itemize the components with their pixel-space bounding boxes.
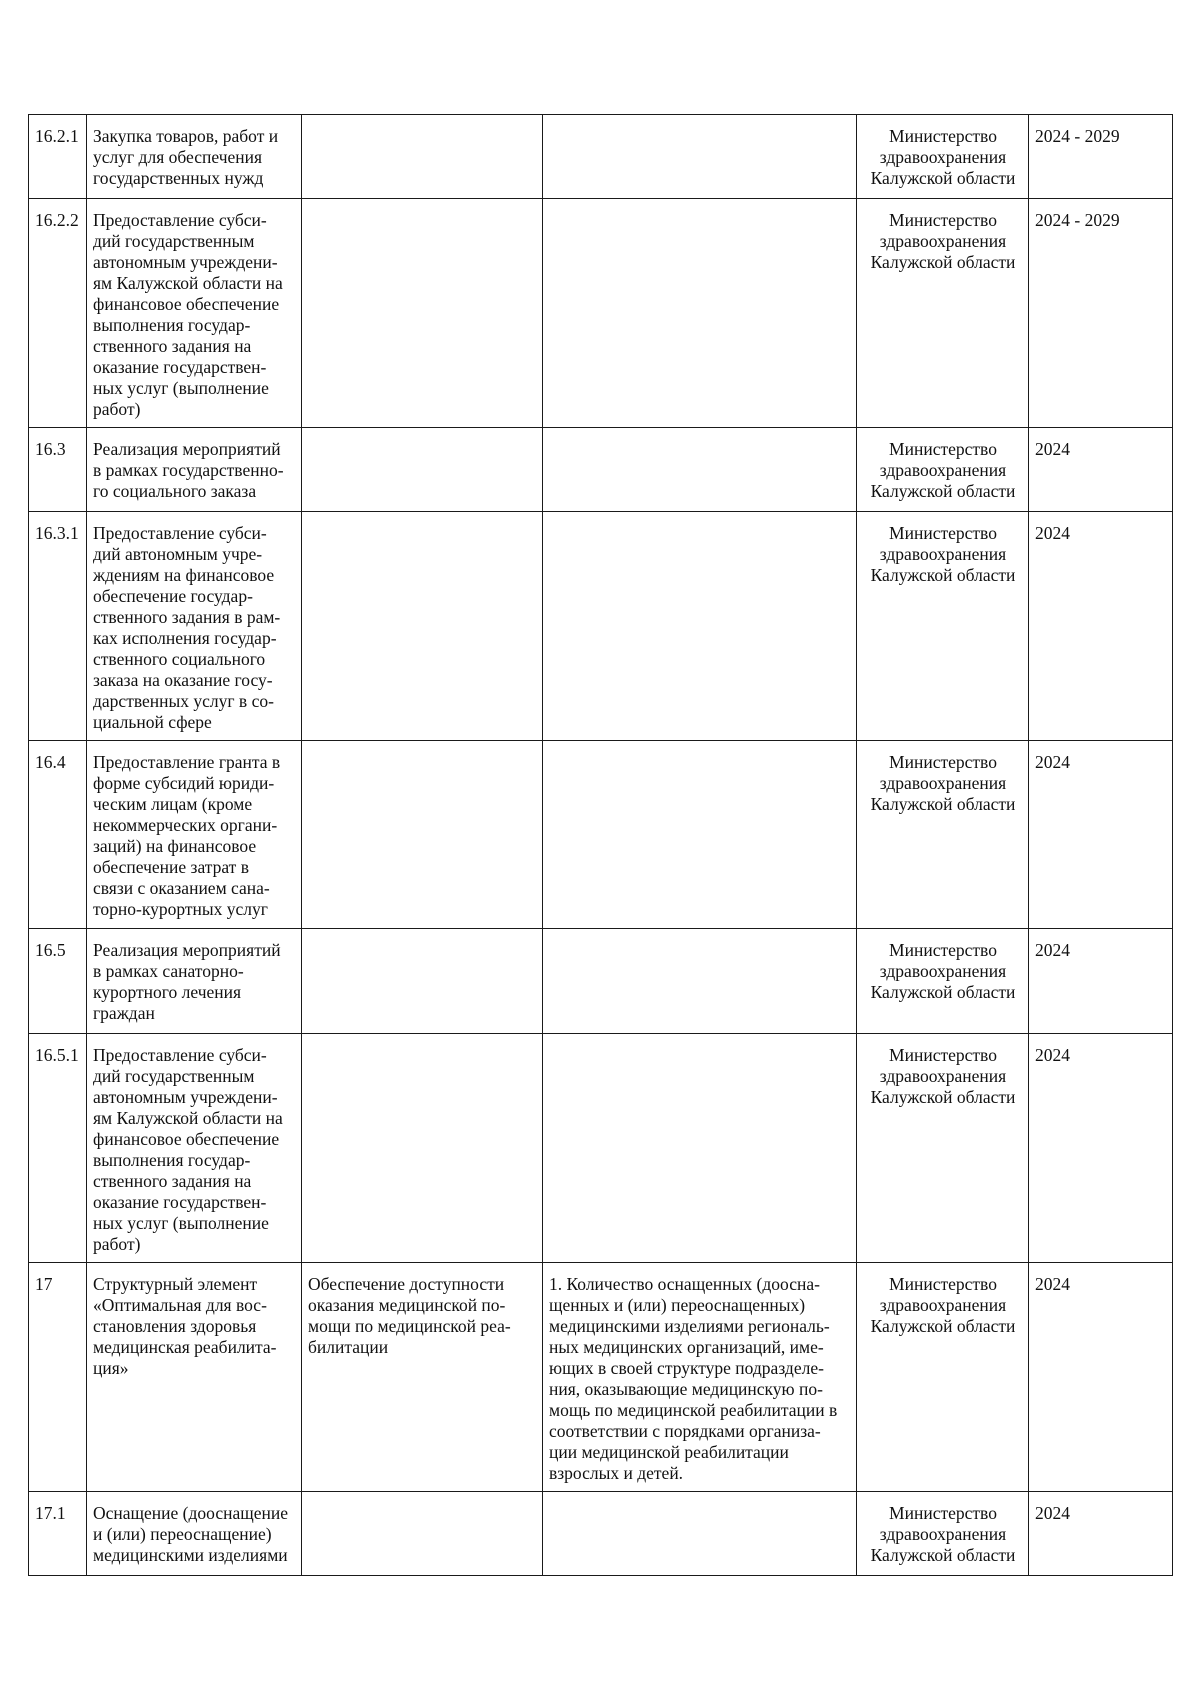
table-row: [29, 1263, 1173, 1492]
indicator-description: [543, 1492, 857, 1576]
implementation-period: 2024 - 2029: [1029, 199, 1173, 428]
indicator-description: 1. Количество оснащенных (доосна- щенных и (или) переоснащенных) медицинскими изделиями региональ- ных медицинских организаций, име- ющих в своей структуре подразделе- ния, оказывающие медицинскую по- мощь по медицинской реабилитации в соответствии с порядками организа- ции медицинской реабилитации взрослых и детей.: [543, 1263, 857, 1492]
row-number: 16.5.1: [29, 1034, 87, 1263]
table-row: [29, 741, 1173, 929]
measures-table: [28, 114, 1173, 1576]
task-description: Обеспечение доступности оказания медицинской по- мощи по медицинской реа- билитации: [302, 1263, 543, 1492]
indicator-description: [543, 428, 857, 512]
indicator-description: [543, 115, 857, 199]
responsible-executor: Министерство здравоохранения Калужской области: [857, 1492, 1029, 1576]
indicator-description: [543, 512, 857, 741]
table-row: [29, 428, 1173, 512]
implementation-period: 2024: [1029, 1492, 1173, 1576]
measure-name: Предоставление субси- дий государственным автономным учреждени- ям Калужской области на финансовое обеспечение выполнения государ- ственного задания на оказание государствен- ных услуг (выполнение работ): [87, 199, 302, 428]
indicator-description: [543, 929, 857, 1034]
measure-name: Реализация мероприятий в рамках санаторно- курортного лечения граждан: [87, 929, 302, 1034]
responsible-executor: Министерство здравоохранения Калужской области: [857, 1263, 1029, 1492]
responsible-executor: Министерство здравоохранения Калужской области: [857, 512, 1029, 741]
measure-name: Предоставление субси- дий государственным автономным учреждени- ям Калужской области на финансовое обеспечение выполнения государ- ственного задания на оказание государствен- ных услуг (выполнение работ): [87, 1034, 302, 1263]
task-description: [302, 512, 543, 741]
measure-name: Предоставление гранта в форме субсидий юриди- ческим лицам (кроме некоммерческих органи- заций) на финансовое обеспечение затрат в связи с оказанием сана- торно-курортных услуг: [87, 741, 302, 929]
responsible-executor: Министерство здравоохранения Калужской области: [857, 115, 1029, 199]
task-description: [302, 1492, 543, 1576]
table-row: [29, 1034, 1173, 1263]
implementation-period: 2024: [1029, 512, 1173, 741]
row-number: 17: [29, 1263, 87, 1492]
responsible-executor: Министерство здравоохранения Калужской области: [857, 741, 1029, 929]
table-row: [29, 512, 1173, 741]
task-description: [302, 428, 543, 512]
row-number: 16.3: [29, 428, 87, 512]
row-number: 17.1: [29, 1492, 87, 1576]
indicator-description: [543, 199, 857, 428]
responsible-executor: Министерство здравоохранения Калужской области: [857, 929, 1029, 1034]
task-description: [302, 199, 543, 428]
task-description: [302, 1034, 543, 1263]
indicator-description: [543, 1034, 857, 1263]
table-row: [29, 929, 1173, 1034]
task-description: [302, 929, 543, 1034]
measure-name: Структурный элемент «Оптимальная для вос- становления здоровья медицинская реабилита- ция»: [87, 1263, 302, 1492]
row-number: 16.2.2: [29, 199, 87, 428]
implementation-period: 2024: [1029, 929, 1173, 1034]
implementation-period: 2024: [1029, 741, 1173, 929]
responsible-executor: Министерство здравоохранения Калужской области: [857, 199, 1029, 428]
measure-name: Закупка товаров, работ и услуг для обеспечения государственных нужд: [87, 115, 302, 199]
table-row: [29, 199, 1173, 428]
table-body: [29, 115, 1173, 1576]
implementation-period: 2024 - 2029: [1029, 115, 1173, 199]
table-row: [29, 1492, 1173, 1576]
row-number: 16.5: [29, 929, 87, 1034]
row-number: 16.2.1: [29, 115, 87, 199]
implementation-period: 2024: [1029, 1034, 1173, 1263]
measure-name: Оснащение (дооснащение и (или) переоснащение) медицинскими изделиями: [87, 1492, 302, 1576]
table-row: [29, 115, 1173, 199]
task-description: [302, 741, 543, 929]
measure-name: Реализация мероприятий в рамках государственно- го социального заказа: [87, 428, 302, 512]
implementation-period: 2024: [1029, 1263, 1173, 1492]
measure-name: Предоставление субси- дий автономным учре- ждениям на финансовое обеспечение государ- ственного задания в рам- ках исполнения государ- ственного социального заказа на оказание госу- дарственных услуг в со- циальной сфере: [87, 512, 302, 741]
responsible-executor: Министерство здравоохранения Калужской области: [857, 1034, 1029, 1263]
indicator-description: [543, 741, 857, 929]
row-number: 16.4: [29, 741, 87, 929]
implementation-period: 2024: [1029, 428, 1173, 512]
task-description: [302, 115, 543, 199]
responsible-executor: Министерство здравоохранения Калужской области: [857, 428, 1029, 512]
row-number: 16.3.1: [29, 512, 87, 741]
